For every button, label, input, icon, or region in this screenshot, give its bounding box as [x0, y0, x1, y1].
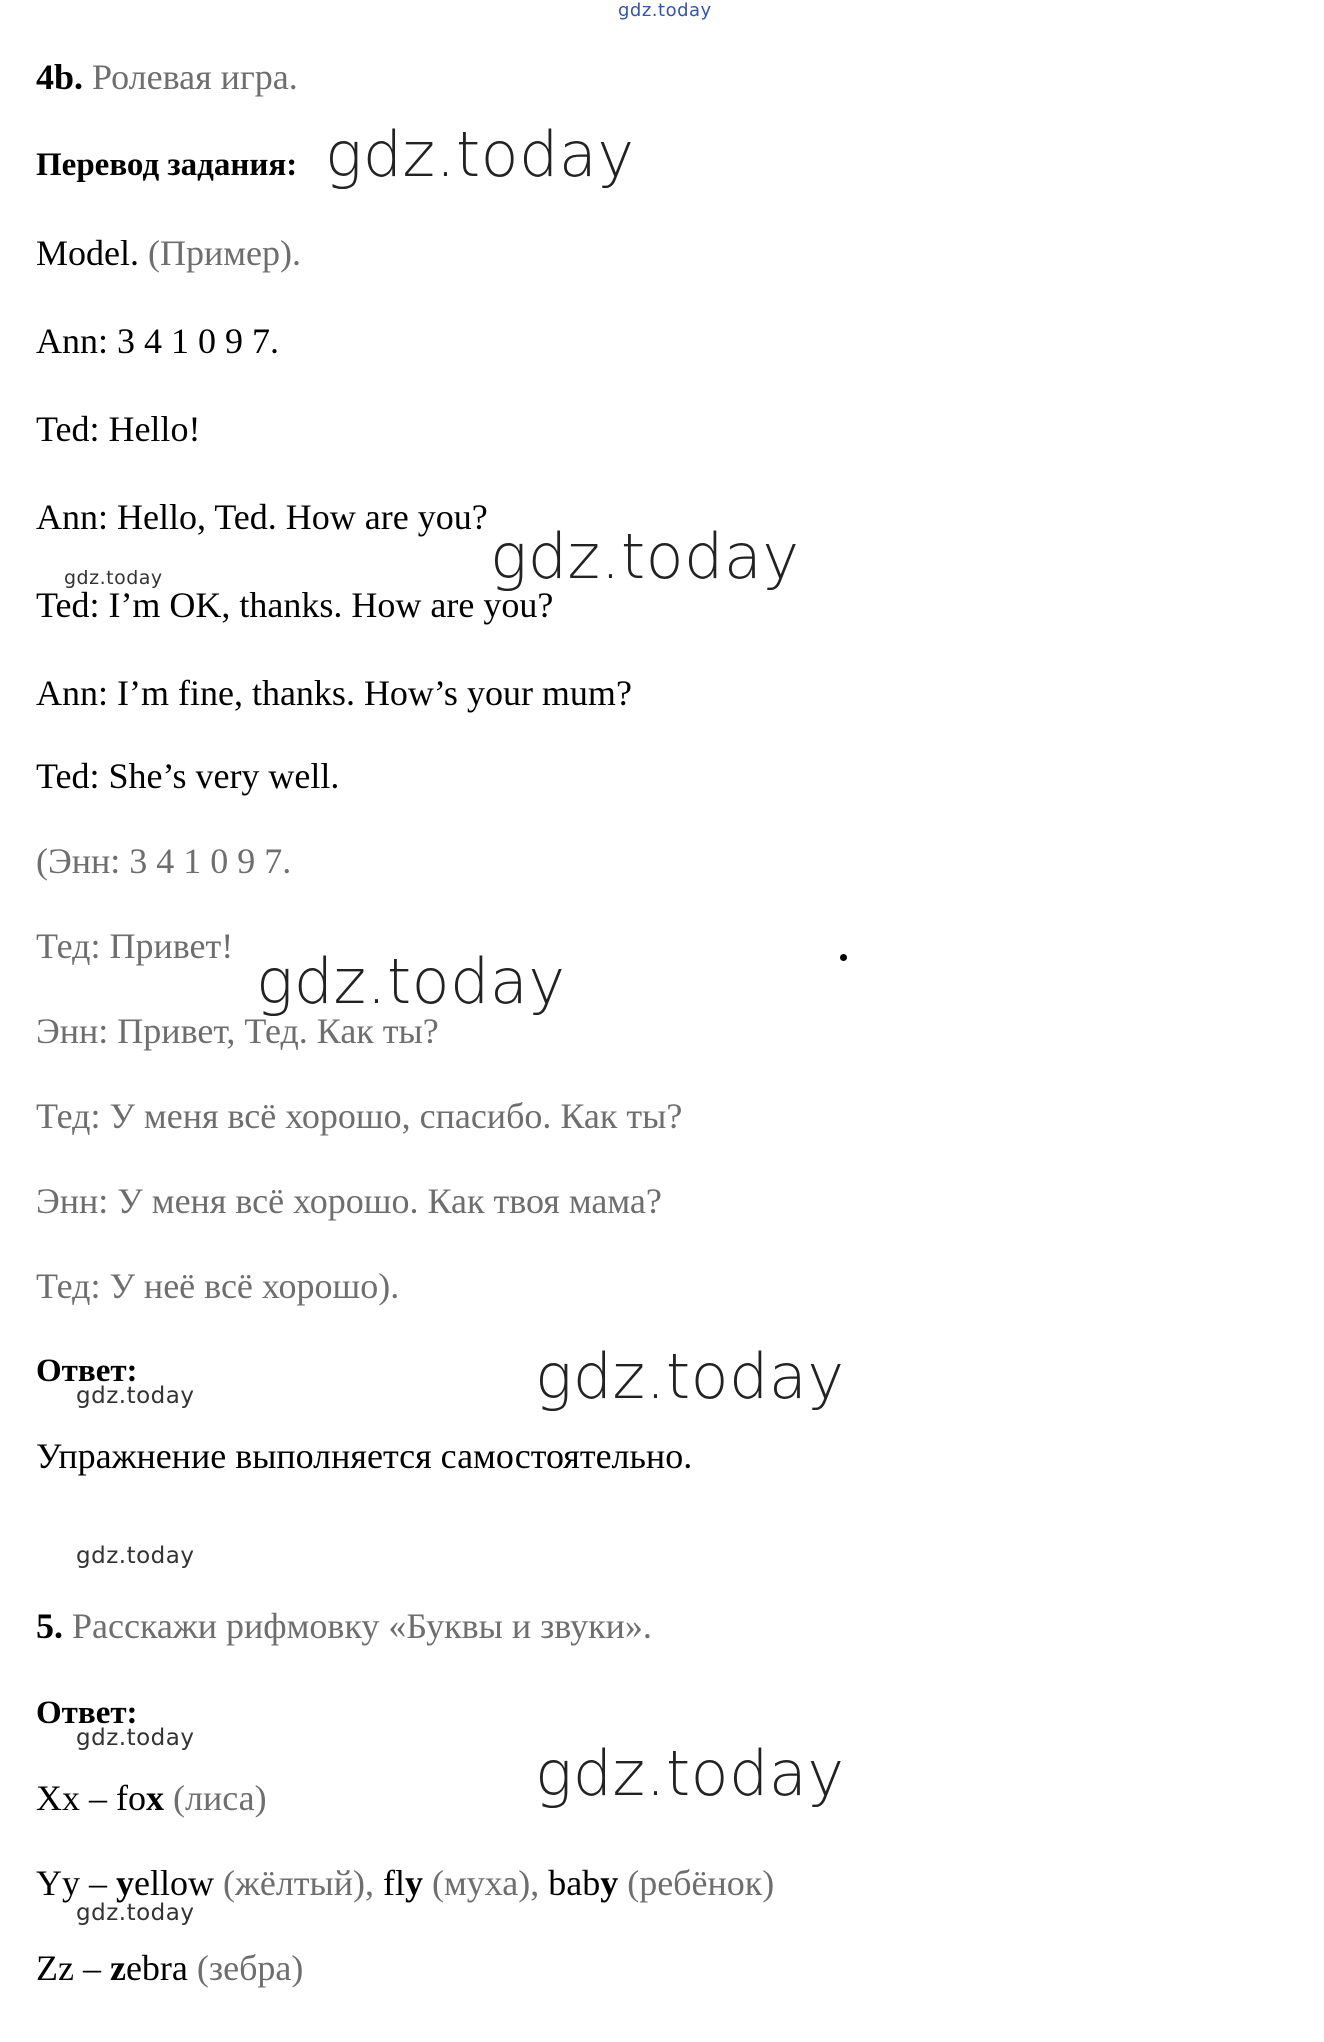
watermark-big: gdz.today: [535, 1737, 845, 1810]
task-number: 5.: [36, 1606, 63, 1646]
letter-y-line: [36, 1862, 774, 1904]
watermark-big: gdz.today: [325, 118, 635, 191]
model-line: [36, 232, 301, 274]
answer-label: Ответ:: [36, 1695, 138, 1731]
dialog-en-line: Ann: 3 4 1 0 9 7.: [36, 321, 279, 361]
dialog-ru-line: Энн: У меня всё хорошо. Как твоя мама?: [36, 1181, 662, 1221]
dialog-ru-line: Энн: Привет, Тед. Как ты?: [36, 1011, 439, 1051]
dialog-en-line: Ted: Hello!: [36, 409, 201, 449]
word-part: ellow: [134, 1863, 214, 1903]
letter-z-line: [36, 1947, 303, 1989]
dialog-en-line: Ann: I’m fine, thanks. How’s your mum?: [36, 673, 632, 713]
watermark-top: gdz.today: [618, 0, 712, 21]
watermark-small: gdz.today: [76, 1725, 195, 1751]
highlight-letter: z: [109, 1948, 126, 1988]
dialog-ru-line: (Энн: 3 4 1 0 9 7.: [36, 841, 292, 881]
highlight-letter: y: [116, 1863, 134, 1903]
task-title: Расскажи рифмовку «Буквы и звуки».: [72, 1606, 652, 1646]
translation: (жёлтый),: [213, 1863, 383, 1903]
highlight-letter: x: [146, 1778, 164, 1818]
watermark-big: gdz.today: [535, 1340, 845, 1413]
dialog-en-line: Ted: I’m OK, thanks. How are you?: [36, 585, 554, 625]
watermark-small: gdz.today: [76, 1383, 195, 1409]
watermark-small: gdz.today: [76, 1543, 195, 1569]
task-5-heading: [36, 1605, 652, 1647]
letter-label: Zz –: [36, 1948, 110, 1988]
translation: (лиса): [164, 1778, 267, 1818]
dialog-en-line: Ted: She’s very well.: [36, 756, 340, 796]
model-ru: (Пример).: [148, 233, 301, 273]
watermark-small: gdz.today: [64, 567, 163, 589]
highlight-letter: y: [404, 1863, 423, 1903]
translation-label: Перевод задания:: [36, 147, 298, 183]
word-part: fl: [382, 1863, 405, 1903]
translation: (муха),: [422, 1863, 549, 1903]
stray-dot: [840, 954, 847, 961]
highlight-letter: y: [600, 1863, 619, 1903]
dialog-ru-line: Тед: Привет!: [36, 926, 234, 966]
word-part: fo: [116, 1778, 146, 1818]
task-number: 4b.: [36, 57, 84, 97]
translation: (зебра): [187, 1948, 304, 1988]
word-part: bab: [548, 1863, 601, 1903]
translation: (ребёнок): [618, 1863, 775, 1903]
letter-label: Xx –: [36, 1778, 116, 1818]
answer-label: Ответ:: [36, 1353, 138, 1389]
answer-text: Упражнение выполняется самостоятельно.: [36, 1436, 693, 1476]
dialog-ru-line: Тед: У меня всё хорошо, спасибо. Как ты?: [36, 1096, 683, 1136]
watermark-small: gdz.today: [76, 1900, 195, 1926]
dialog-ru-line: Тед: У неё всё хорошо).: [36, 1266, 400, 1306]
dialog-en-line: Ann: Hello, Ted. How are you?: [36, 497, 488, 537]
model-en: Model.: [36, 233, 139, 273]
task-4b-heading: [36, 56, 298, 98]
letter-label: Yy –: [36, 1863, 116, 1903]
task-title: Ролевая игра.: [92, 57, 298, 97]
letter-x-line: [36, 1777, 267, 1819]
word-part: ebra: [125, 1948, 188, 1988]
watermark-big: gdz.today: [256, 945, 566, 1018]
watermark-big: gdz.today: [490, 520, 800, 593]
